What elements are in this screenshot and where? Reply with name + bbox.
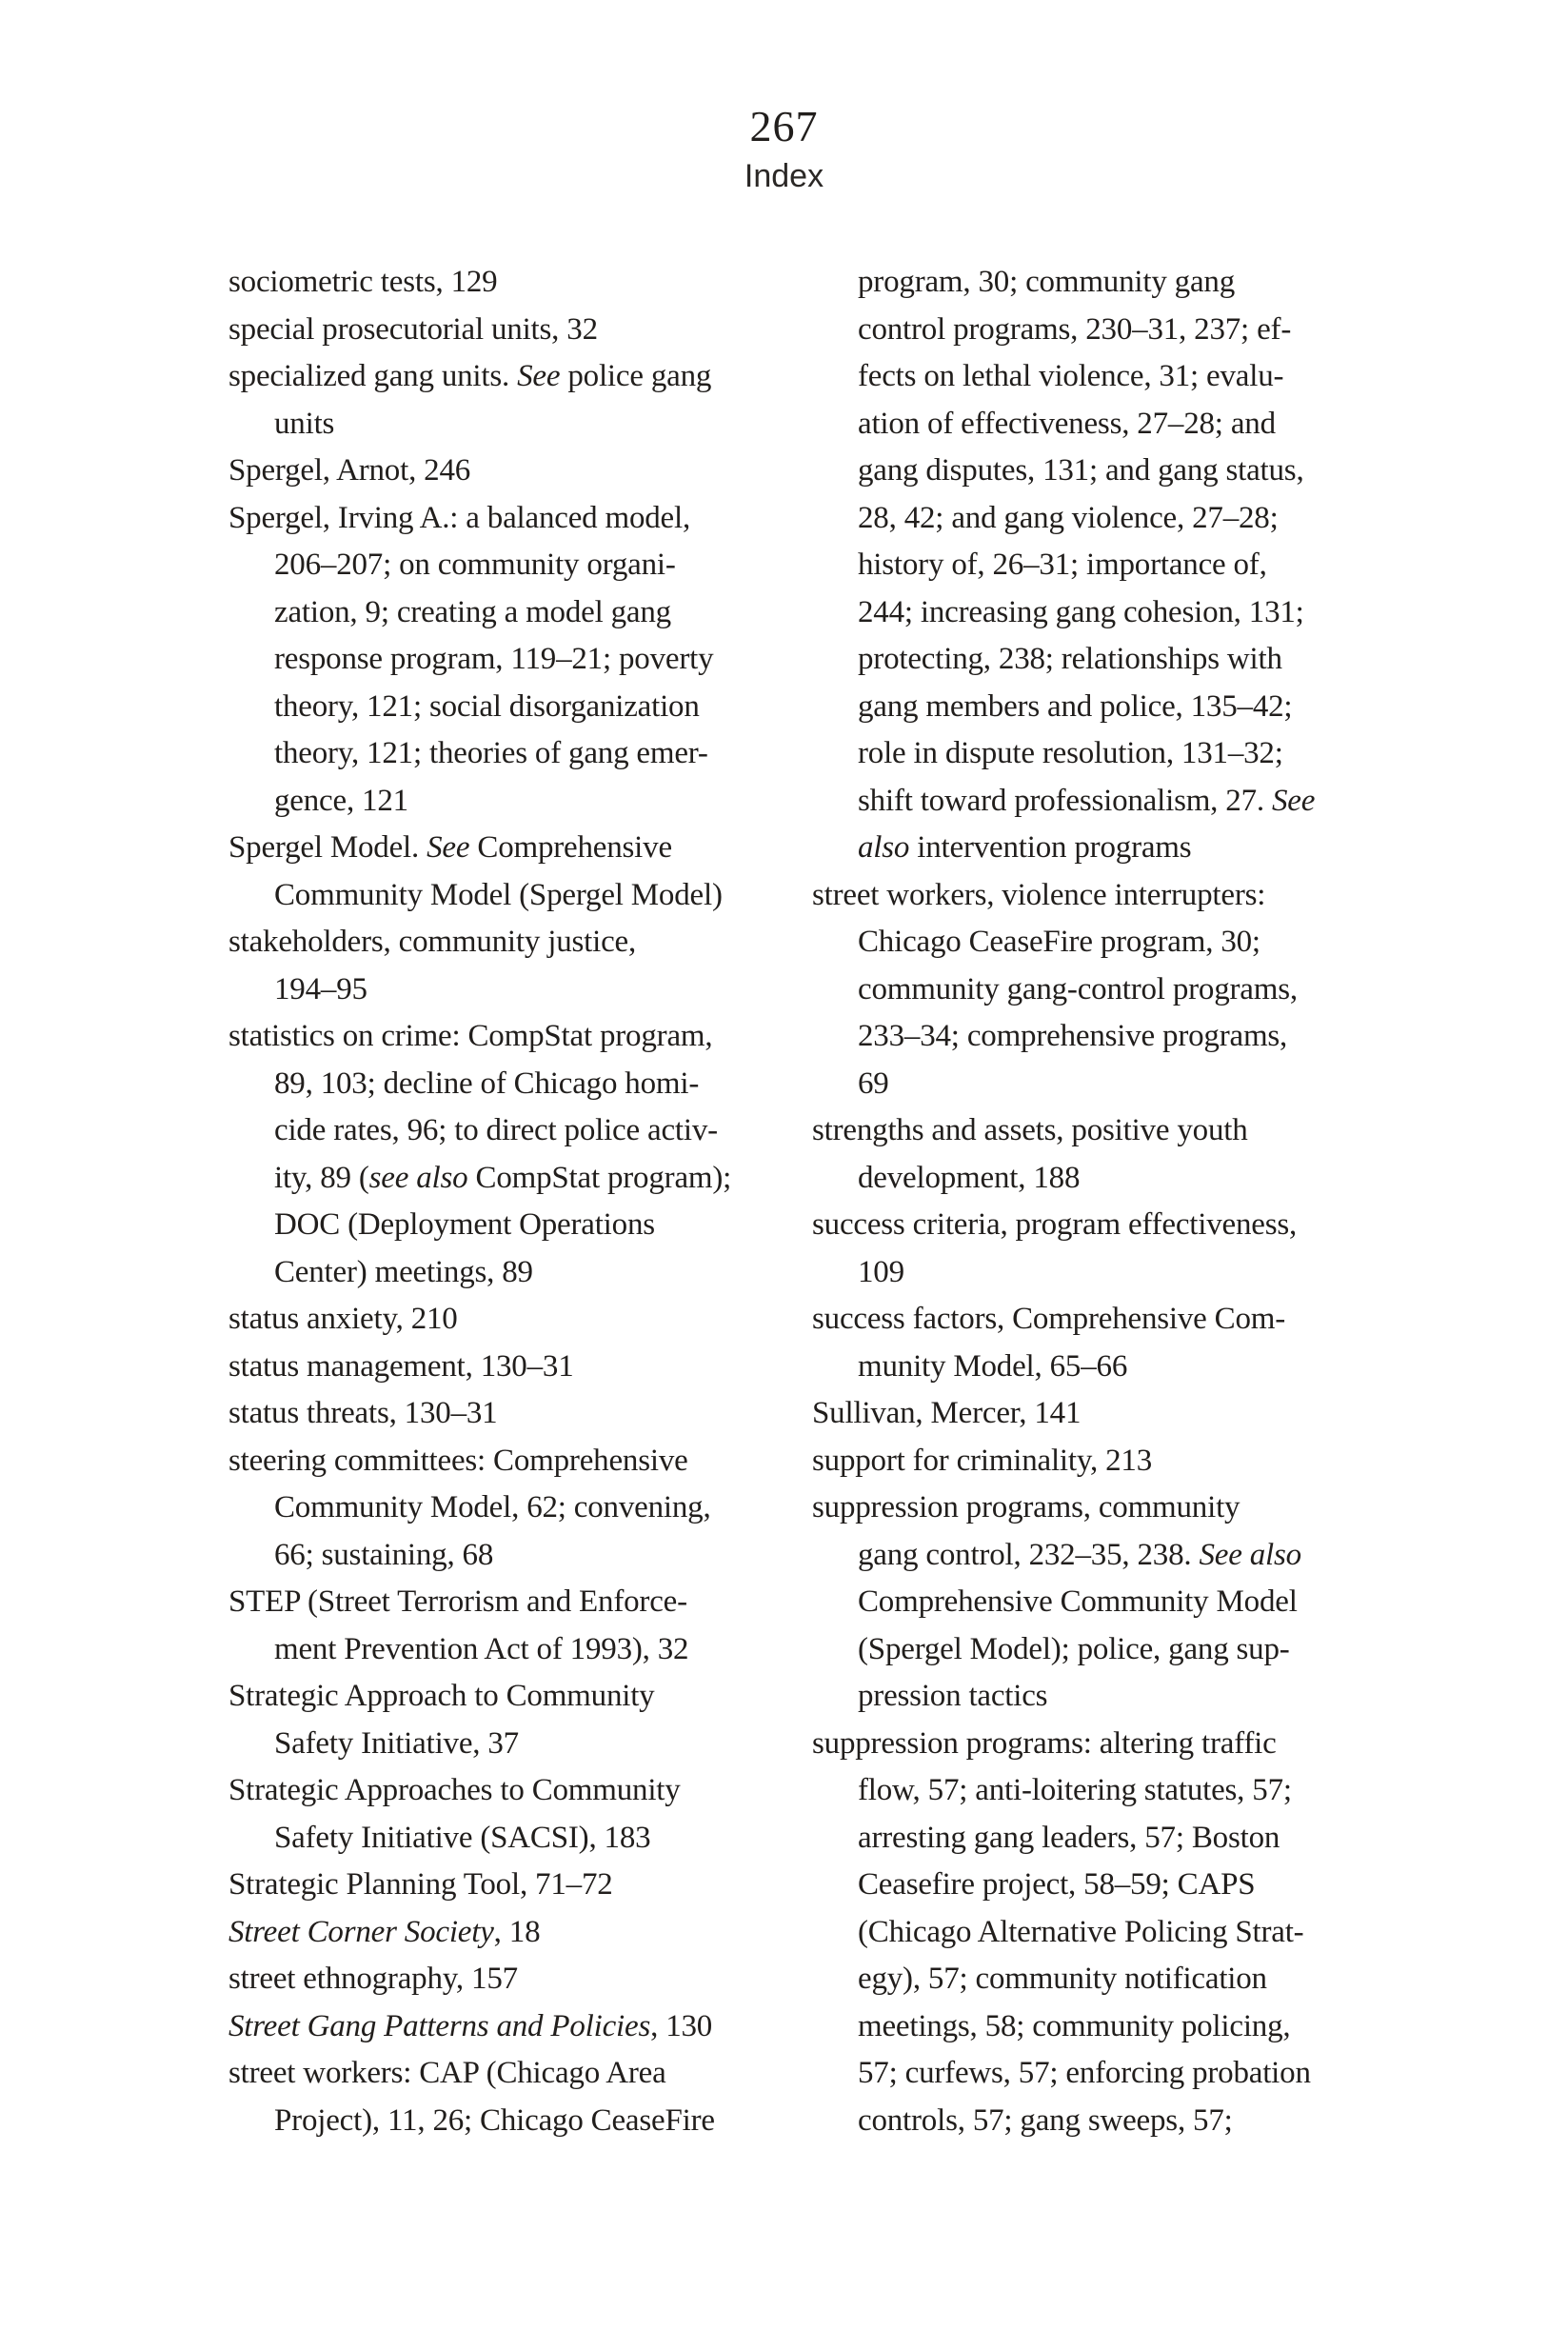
index-line-continuation [812, 2098, 1426, 2145]
index-text: Comprehensive Community Model [858, 1584, 1298, 1619]
index-text: ation of effectiveness, 27–28; and [858, 406, 1276, 441]
index-entry-line [228, 1579, 812, 1626]
index-entry-line [228, 2050, 812, 2098]
index-text: strengths and assets, positive youth [812, 1113, 1248, 1147]
index-line-continuation [812, 2003, 1426, 2051]
index-entry-line [228, 259, 812, 307]
index-text: Ceasefire project, 58–59; CAPS [858, 1867, 1256, 1902]
index-entry-line [228, 1344, 812, 1391]
index-text: gence, 121 [274, 783, 408, 818]
index-line-continuation [812, 730, 1426, 778]
index-line-continuation [812, 1013, 1426, 1061]
index-line-continuation [812, 1061, 1426, 1108]
index-line-continuation [228, 542, 812, 589]
index-text-italic: See also [1199, 1537, 1301, 1572]
index-text: street workers: CAP (Chicago Area [228, 2056, 666, 2090]
index-text: gang members and police, 135–42; [858, 688, 1293, 724]
index-text: 109 [858, 1254, 904, 1289]
index-entry-line [812, 1390, 1426, 1438]
index-text: Comprehensive [469, 830, 672, 865]
index-text: STEP (Street Terrorism and Enforce- [228, 1584, 687, 1619]
index-text: theory, 121; theories of gang emer- [274, 736, 708, 770]
index-line-continuation [812, 1673, 1426, 1721]
index-line-continuation [228, 1721, 812, 1768]
index-text: response program, 119–21; poverty [274, 642, 714, 676]
index-line-continuation [812, 589, 1426, 637]
index-line-continuation [812, 353, 1426, 401]
index-entry-line [228, 919, 812, 966]
index-text: fects on lethal violence, 31; evalu- [858, 359, 1284, 393]
index-text: Strategic Planning Tool, 71–72 [228, 1867, 613, 1902]
index-text: 194–95 [274, 971, 367, 1006]
index-text: egy), 57; community notification [858, 1962, 1267, 1996]
index-text: success factors, Comprehensive Com- [812, 1302, 1286, 1336]
index-text: meetings, 58; community policing, [858, 2008, 1291, 2043]
index-line-continuation [228, 636, 812, 684]
index-line-continuation [812, 259, 1426, 307]
index-text: ity, 89 ( [274, 1160, 369, 1195]
index-line-continuation [812, 542, 1426, 589]
index-line-continuation [812, 919, 1426, 966]
index-text: Community Model, 62; convening, [274, 1490, 711, 1524]
index-line-continuation [812, 1767, 1426, 1815]
index-line-continuation [812, 1579, 1426, 1626]
index-text: theory, 121; social disorganization [274, 688, 700, 724]
index-text: Chicago CeaseFire program, 30; [858, 925, 1260, 959]
index-line-continuation [812, 2050, 1426, 2098]
index-text: cide rates, 96; to direct police activ- [274, 1113, 718, 1147]
index-entry-line [228, 1673, 812, 1721]
index-line-continuation [228, 1249, 812, 1297]
index-line-continuation [812, 1956, 1426, 2003]
index-text: status management, 130–31 [228, 1348, 574, 1384]
index-text: status threats, 130–31 [228, 1396, 498, 1430]
index-entry-line [812, 1107, 1426, 1155]
index-entry-line [228, 1013, 812, 1061]
index-line-continuation [228, 1815, 812, 1863]
index-text: suppression programs: altering traffic [812, 1725, 1277, 1761]
index-text: control programs, 230–31, 237; ef- [858, 311, 1292, 347]
index-text: special prosecutorial units, 32 [228, 311, 598, 347]
index-text: pression tactics [858, 1679, 1048, 1713]
index-text-italic: Street Gang Patterns and Policies [228, 2008, 651, 2043]
index-text: munity Model, 65–66 [858, 1348, 1128, 1384]
index-line-continuation [228, 684, 812, 731]
index-entry-line [228, 353, 812, 401]
index-text: Strategic Approaches to Community [228, 1773, 681, 1807]
index-text: success criteria, program effectiveness, [812, 1207, 1298, 1242]
index-text: 233–34; comprehensive programs, [858, 1019, 1288, 1053]
index-line-continuation [228, 1626, 812, 1674]
index-text-italic: Street Corner Society [228, 1914, 494, 1949]
index-text: specialized gang units. [228, 359, 518, 393]
index-text: shift toward professionalism, 27. [858, 783, 1272, 818]
index-text: arresting gang leaders, 57; Boston [858, 1820, 1280, 1855]
index-text: DOC (Deployment Operations [274, 1207, 655, 1242]
index-text: 89, 103; decline of Chicago homi- [274, 1066, 700, 1101]
index-text: zation, 9; creating a model gang [274, 594, 671, 629]
index-entry-line [228, 448, 812, 495]
index-text: Spergel Model. [228, 830, 427, 865]
section-title: Index [744, 158, 824, 194]
index-text: role in dispute resolution, 131–32; [858, 736, 1283, 770]
index-text: sociometric tests, 129 [228, 265, 498, 299]
page-number: 267 [749, 102, 819, 150]
index-text: gang disputes, 131; and gang status, [858, 453, 1304, 488]
index-text: , 130 [650, 2008, 713, 2043]
index-text: program, 30; community gang [858, 265, 1236, 299]
index-line-continuation [228, 1532, 812, 1580]
index-entry-line [228, 825, 812, 872]
index-entry-line [228, 1909, 812, 1957]
index-text: , 18 [493, 1914, 541, 1949]
index-left-column [228, 259, 812, 2144]
index-line-continuation [812, 495, 1426, 543]
index-text: statistics on crime: CompStat program, [228, 1019, 713, 1053]
index-line-continuation [228, 966, 812, 1014]
index-line-continuation [812, 636, 1426, 684]
index-text: Spergel, Irving A.: a balanced model, [228, 500, 691, 535]
index-text: street ethnography, 157 [228, 1962, 518, 1996]
index-text: flow, 57; anti-loitering statutes, 57; [858, 1773, 1292, 1807]
index-text: ment Prevention Act of 1993), 32 [274, 1631, 689, 1666]
index-line-continuation [812, 448, 1426, 495]
index-line-continuation [812, 684, 1426, 731]
index-line-continuation [812, 401, 1426, 448]
index-text: intervention programs [909, 830, 1192, 865]
index-line-continuation [812, 825, 1426, 872]
index-text: stakeholders, community justice, [228, 925, 637, 959]
index-entry-line [812, 1438, 1426, 1485]
index-text: 206–207; on community organi- [274, 548, 676, 582]
index-entry-line [812, 1296, 1426, 1344]
index-text-italic: See [427, 830, 470, 865]
index-line-continuation [228, 778, 812, 826]
index-text: controls, 57; gang sweeps, 57; [858, 2102, 1233, 2138]
index-text: Project), 11, 26; Chicago CeaseFire [274, 2102, 715, 2138]
index-right-column [812, 259, 1426, 2144]
index-text-italic: See [517, 359, 561, 393]
index-line-continuation [812, 1344, 1426, 1391]
index-text: 244; increasing gang cohesion, 131; [858, 594, 1304, 629]
index-text: support for criminality, 213 [812, 1443, 1153, 1478]
index-line-continuation [228, 1484, 812, 1532]
index-line-continuation [228, 1202, 812, 1249]
index-text: CompStat program); [467, 1160, 732, 1195]
index-line-continuation [228, 730, 812, 778]
index-entry-line [812, 1721, 1426, 1768]
index-line-continuation [812, 1532, 1426, 1580]
index-text: Sullivan, Mercer, 141 [812, 1396, 1082, 1430]
index-line-continuation [228, 1061, 812, 1108]
index-line-continuation [228, 872, 812, 920]
index-line-continuation [812, 1909, 1426, 1957]
index-entry-line [228, 307, 812, 354]
index-text: history of, 26–31; importance of, [858, 548, 1267, 582]
index-line-continuation [812, 307, 1426, 354]
index-line-continuation [812, 1249, 1426, 1297]
index-line-continuation [812, 778, 1426, 826]
index-entry-line [812, 1484, 1426, 1532]
index-entry-line [228, 1956, 812, 2003]
index-text: Strategic Approach to Community [228, 1679, 655, 1713]
index-line-continuation [812, 1155, 1426, 1203]
index-text: police gang [560, 359, 712, 393]
index-text: 57; curfews, 57; enforcing probation [858, 2056, 1311, 2090]
index-text: Center) meetings, 89 [274, 1254, 533, 1289]
index-text: Spergel, Arnot, 246 [228, 453, 471, 488]
index-line-continuation [812, 1626, 1426, 1674]
index-entry-line [228, 495, 812, 543]
index-line-continuation [812, 966, 1426, 1014]
index-line-continuation [228, 1107, 812, 1155]
index-text: steering committees: Comprehensive [228, 1443, 688, 1478]
index-text: units [274, 406, 335, 441]
index-text: (Chicago Alternative Policing Strat- [858, 1914, 1304, 1949]
index-text: Safety Initiative, 37 [274, 1725, 519, 1761]
index-text: gang control, 232–35, 238. [858, 1537, 1200, 1572]
index-text: status anxiety, 210 [228, 1302, 458, 1336]
index-text: protecting, 238; relationships with [858, 642, 1282, 676]
index-text: development, 188 [858, 1160, 1081, 1195]
index-line-continuation [812, 1815, 1426, 1863]
index-entry-line [228, 1296, 812, 1344]
index-text: Safety Initiative (SACSI), 183 [274, 1820, 651, 1855]
index-line-continuation [812, 1862, 1426, 1909]
index-text-italic: also [858, 830, 910, 865]
index-text-italic: see also [368, 1160, 468, 1195]
index-text-italic: See [1271, 783, 1316, 818]
index-text: community gang-control programs, [858, 971, 1298, 1006]
index-entry-line [228, 1767, 812, 1815]
index-line-continuation [228, 1155, 812, 1203]
index-line-continuation [228, 589, 812, 637]
index-text: Community Model (Spergel Model) [274, 877, 723, 912]
index-entry-line [228, 2003, 812, 2051]
index-text: suppression programs, community [812, 1490, 1241, 1524]
index-entry-line [228, 1390, 812, 1438]
index-entry-line [812, 1202, 1426, 1249]
index-text: street workers, violence interrupters: [812, 877, 1266, 912]
index-entry-line [228, 1438, 812, 1485]
index-text: (Spergel Model); police, gang sup- [858, 1631, 1290, 1666]
index-text: 66; sustaining, 68 [274, 1537, 494, 1572]
index-entry-line [228, 1862, 812, 1909]
index-entry-line [812, 872, 1426, 920]
index-line-continuation [228, 2098, 812, 2145]
index-text: 28, 42; and gang violence, 27–28; [858, 500, 1279, 535]
index-text: 69 [858, 1066, 889, 1101]
index-line-continuation [228, 401, 812, 448]
